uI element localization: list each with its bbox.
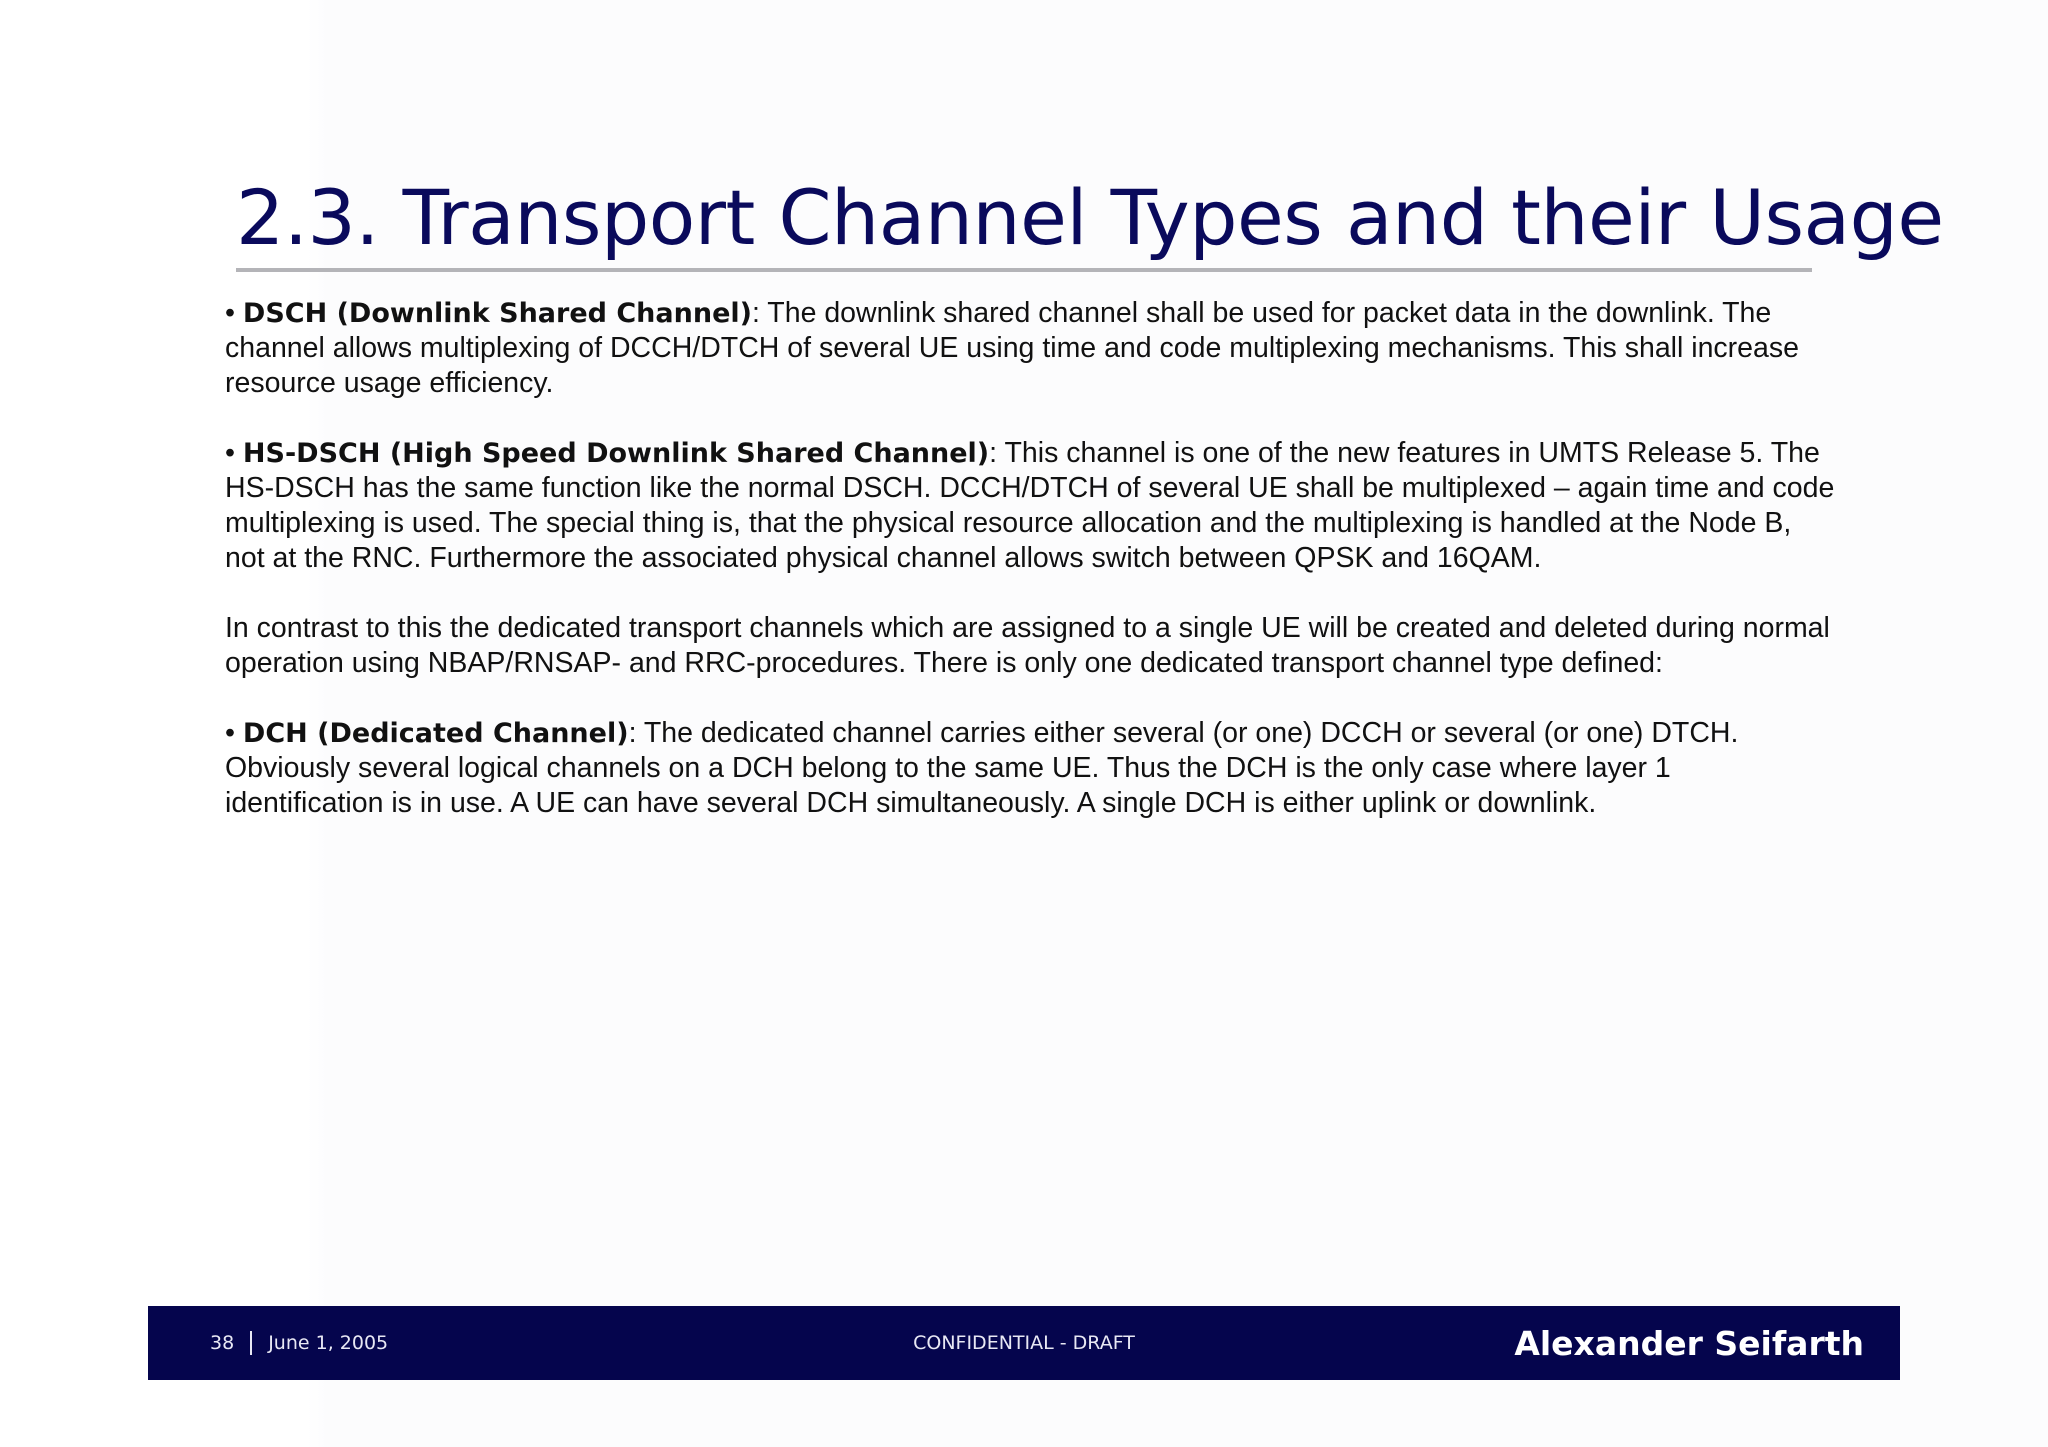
paragraph-hs-dsch xyxy=(225,436,1835,576)
title-divider xyxy=(236,268,1812,272)
footer-bar xyxy=(148,1306,1900,1380)
page-number: 38 xyxy=(210,1332,235,1354)
paragraph-text: : The downlink shared channel shall be used for packet data in the downlink. The channel allows multiplexing of DCCH/DTCH of several UE using time and code multiplexing mechanisms. This shall increase resource usage efficiency. xyxy=(225,297,1799,399)
slide-title: 2.3. Transport Channel Types and their Usage xyxy=(236,173,1944,262)
paragraph-dedicated-intro xyxy=(225,611,1835,681)
paragraph-text: : The dedicated channel carries either several (or one) DCCH or several (or one) DTCH. Obviously several logical channels on a DCH belong to the same UE. Thus the DCH is the only case where layer 1 identification is in use. A UE can have several DCH simultaneously. A single DCH is either uplink or downlink. xyxy=(225,717,1739,819)
term-dsch: DSCH (Downlink Shared Channel) xyxy=(242,298,752,329)
footer-classification: CONFIDENTIAL - DRAFT xyxy=(913,1332,1135,1354)
bullet: • xyxy=(225,297,235,329)
bullet: • xyxy=(225,437,235,469)
paragraph-dch xyxy=(225,716,1835,821)
term-dch: DCH (Dedicated Channel) xyxy=(242,718,629,749)
term-hs-dsch: HS-DSCH (High Speed Downlink Shared Channel) xyxy=(242,438,990,469)
paragraph-text: In contrast to this the dedicated transport channels which are assigned to a single UE will be created and deleted during normal operation using NBAP/RNSAP- and RRC-procedures. There is only one dedicated transport channel type defined: xyxy=(225,612,1830,679)
footer-author: Alexander Seifarth xyxy=(1514,1324,1864,1363)
bullet: • xyxy=(225,717,235,749)
slide-body xyxy=(225,296,1835,856)
paragraph-text: : This channel is one of the new features in UMTS Release 5. The HS-DSCH has the same function like the normal DSCH. DCCH/DTCH of several UE shall be multiplexed – again time and code multiplexing is used. The special thing is, that the physical resource allocation and the multiplexing is handled at the Node B, not at the RNC. Furthermore the associated physical channel allows switch between QPSK and 16QAM. xyxy=(225,437,1835,574)
paragraph-dsch xyxy=(225,296,1835,401)
footer-date: June 1, 2005 xyxy=(268,1332,389,1354)
